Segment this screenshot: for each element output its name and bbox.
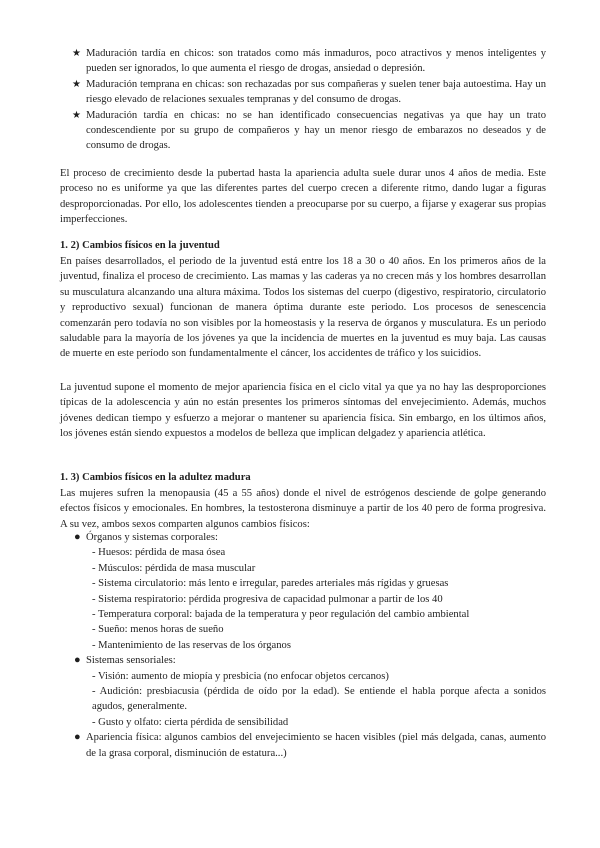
sublist-item: - Músculos: pérdida de masa muscular (92, 562, 256, 574)
list-item-text: Maduración tardía en chicas: no se han identificado consecuencias negativas ya que hay un trato condescendiente por su grupo de compañeros y hay un menor riesgo de embarazos no deseados y de consumo de drogas. (86, 109, 546, 152)
sublist-item: - Gusto y olfato: cierta pérdida de sensibilidad (92, 716, 289, 728)
sublist-item: - Audición: presbiacusia (pérdida de oído por la edad). Se entiende el habla porque afecta a sonidos agudos, generalmente. (92, 686, 546, 713)
list-item (72, 77, 546, 108)
organs-sublist (86, 545, 546, 653)
star-bullet-icon: ★ (72, 48, 81, 59)
star-bullet-icon: ★ (72, 78, 81, 90)
adult-changes-list (72, 530, 546, 761)
list-item (72, 46, 546, 77)
bullet-icon: ● (74, 731, 81, 744)
list-item-senses (72, 653, 546, 730)
growth-paragraph: El proceso de crecimiento desde la pubertad hasta la apariencia adulta suele durar unos 4 años de media. Este proceso no es uniforme ya que las diferentes partes del cuerpo crecen a diferente ritmo, dando lugar a figuras desproporcionadas. Por ello, los adolescentes tienden a preocuparse por su cuerpo, a fijarse y exagerar sus propias imperfecciones. (60, 168, 546, 226)
adult-paragraph: Las mujeres sufren la menopausia (45 a 55 años) donde el nivel de estrógenos desciende de golpe generando efectos físicos y emocionales. En hombres, la testosterona disminuye a partir de los 40 pero de forma progresiva. A su vez, ambos sexos comparten algunos cambios físicos: (60, 488, 546, 530)
sublist-item: - Mantenimiento de las reservas de los órganos (92, 639, 291, 651)
sublist-item: - Sistema circulatorio: más lento e irregular, paredes arteriales más rígidas y gruesas (92, 578, 449, 590)
youth-paragraph-1: En países desarrollados, el periodo de la juventud está entre los 18 a 30 o 40 años. En los primeros años de la juventud, finaliza el proceso de crecimiento. Las mamas y las caderas ya no crecen más y los hombres desarrollan su musculatura alcanzando una altura máxima. Todos los sistemas del cuerpo (digestivo, respiratorio, circulatorio y reproductivo sexual) funcionan de manera óptima durante este periodo. Los procesos de senescencia comenzarán pero todavía no son visibles por la homeostasis y la reserva de órganos y musculatura. Es un periodo saludable para la mayoría de los jóvenes ya que la incidencia de muertes en la juventud es muy baja. Las causas de muerte en este período son fundamentalmente el cáncer, los accidentes de tráfico y los suicidios. (60, 256, 546, 360)
sublist-item: - Sueño: menos horas de sueño (92, 624, 224, 636)
maturation-list (72, 46, 546, 154)
list-item-text: Maduración temprana en chicas: son rechazadas por sus compañeras y suelen tener baja autoestima. Hay un riesgo elevado de relaciones sexuales tempranas y del consumo de drogas. (86, 78, 546, 106)
organs-title: Órganos y sistemas corporales: (86, 532, 218, 543)
list-item (72, 108, 546, 154)
list-item-organs (72, 530, 546, 653)
bullet-icon: ● (74, 654, 81, 667)
appearance-text: Apariencia física: algunos cambios del envejecimiento se hacen visibles (piel más delgada, canas, aumento de la grasa corporal, disminución de estatura...) (86, 732, 546, 759)
sublist-item: - Temperatura corporal: bajada de la temperatura y peor regulación del cambio ambiental (92, 609, 470, 621)
youth-paragraph-2: La juventud supone el momento de mejor apariencia física en el ciclo vital ya que ya no hay las desproporciones típicas de la adolescencia y aún no están presentes los primeros síntomas del envejecimiento. Además, muchos jóvenes dedican tiempo y esfuerzo a mejorar o mantener su apariencia física. Sin embargo, en los últimos años, los jóvenes están siendo expuestos a modelos de belleza que implican delgadez y apariencia atlética. (60, 382, 546, 440)
senses-sublist (86, 669, 546, 731)
sublist-item: - Visión: aumento de miopía y presbicia (no enfocar objetos cercanos) (92, 670, 389, 682)
list-item-appearance (72, 730, 546, 761)
section-heading-adult: 1. 3) Cambios físicos en la adultez madura (60, 472, 251, 483)
list-item-text: Maduración tardía en chicos: son tratados como más inmaduros, poco atractivos y menos inteligentes y pueden ser ignorados, lo que aumenta el riesgo de drogas, ansiedad o depresión. (86, 48, 546, 75)
sublist-item: - Huesos: pérdida de masa ósea (92, 547, 226, 559)
sublist-item: - Sistema respiratorio: pérdida progresiva de capacidad pulmonar a partir de los 40 (92, 593, 443, 605)
star-bullet-icon: ★ (72, 109, 81, 121)
senses-title: Sistemas sensoriales: (86, 655, 176, 667)
bullet-icon: ● (74, 531, 81, 543)
section-heading-youth: 1. 2) Cambios físicos en la juventud (60, 240, 220, 251)
